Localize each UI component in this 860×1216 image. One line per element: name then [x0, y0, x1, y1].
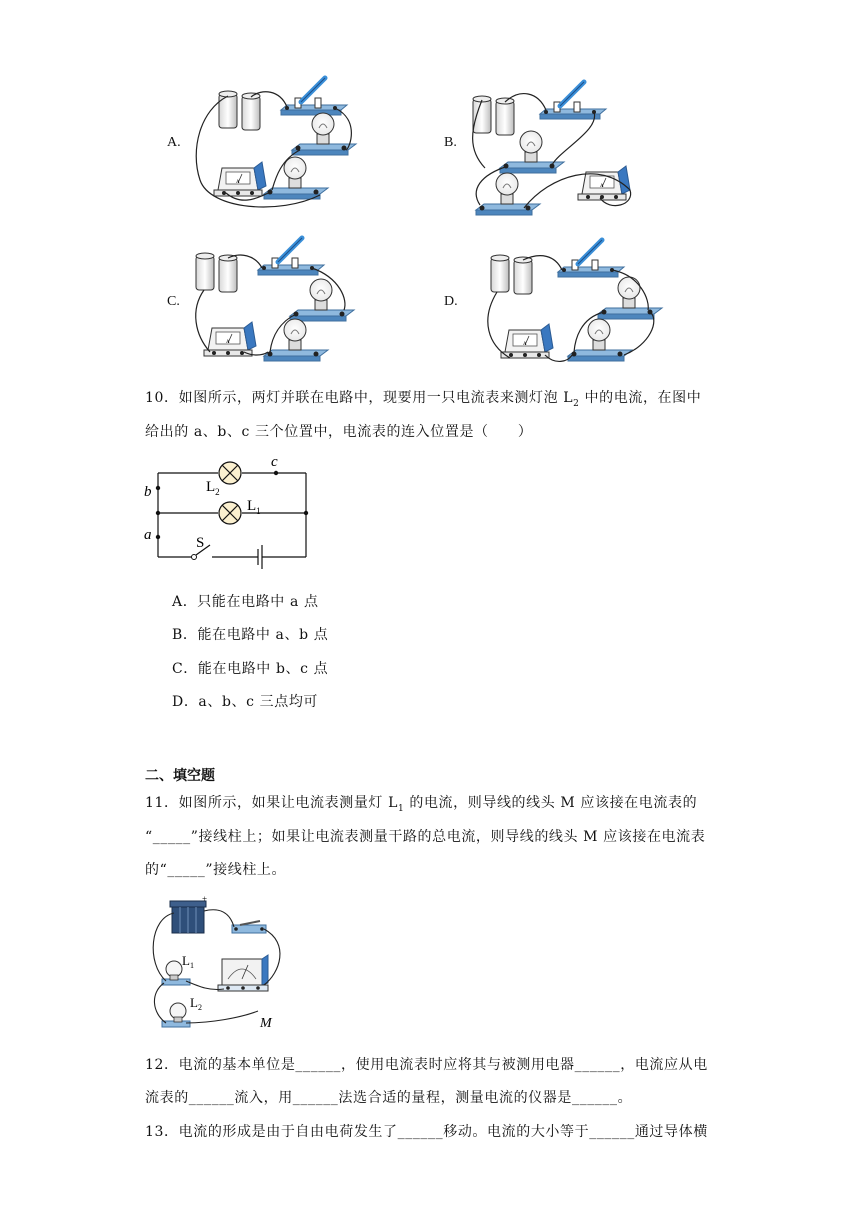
circuit-option-b — [473, 82, 631, 215]
label-l1: $L_1$ — [182, 953, 194, 970]
q12-line1: 12．电流的基本单位是______，使用电流表时应将其与被测用电器______，电流应从电 — [145, 1057, 708, 1073]
q11-circuit-picture — [140, 893, 290, 1038]
lamp-l1-symbol — [219, 502, 241, 524]
circuit-option-a — [196, 78, 356, 207]
point-a — [156, 535, 160, 539]
q11-line2: “_____”接线柱上；如果让电流表测量干路的总电流，则导线的线头 M 应该接在电流表 — [145, 829, 706, 845]
q13-line1: 13．电流的形成是由于自由电荷发生了______移动。电流的大小等于______通过导体横 — [145, 1124, 708, 1140]
point-c — [274, 471, 278, 475]
label-a: a — [144, 527, 152, 543]
q10-choice-b: B．能在电路中 a、b 点 — [172, 627, 329, 643]
circuit-option-c — [196, 238, 354, 361]
option-d-label: D. — [444, 294, 458, 309]
q10-stem-line2: 给出的 a、b、c 三个位置中，电流表的连入位置是（ ） — [145, 424, 533, 440]
ammeter — [218, 955, 268, 991]
q10-parallel-circuit-diagram — [140, 455, 320, 580]
q10-stem-line1: 10．如图所示，两灯并联在电路中，现要用一只电流表来测灯泡 $L_2$ 中的电流，在图中 — [145, 390, 702, 409]
q12-line2: 流表的______流入，用______法选合适的量程，测量电流的仪器是______。 — [145, 1090, 633, 1106]
label-c: c — [271, 455, 278, 470]
lamp-l2 — [162, 1003, 190, 1027]
label-m: M — [260, 1016, 272, 1031]
label-plus: + — [202, 894, 208, 904]
label-l2: $L_2$ — [190, 995, 202, 1012]
label-l1: $L_1$ — [247, 498, 261, 516]
battery-pack — [170, 894, 207, 933]
q10-choice-a: A．只能在电路中 a 点 — [172, 594, 319, 610]
circuit-option-d — [488, 240, 662, 361]
option-a-label: A. — [167, 135, 181, 150]
switch — [232, 921, 266, 933]
q11-line3: 的“_____”接线柱上。 — [145, 862, 287, 878]
section-title: 二、填空题 — [145, 768, 215, 784]
option-c-label: C. — [167, 294, 180, 309]
option-b-label: B. — [444, 135, 457, 150]
lamp-l2-symbol — [219, 462, 241, 484]
q10-choice-d: D．a、b、c 三点均可 — [172, 694, 319, 710]
label-b: b — [144, 484, 152, 500]
q9-circuit-pictures: A — [0, 0, 860, 380]
point-b — [156, 486, 160, 490]
q10-choice-c: C．能在电路中 b、c 点 — [172, 661, 329, 677]
q11-line1: 11．如图所示，如果让电流表测量灯 $L_1$ 的电流，则导线的线头 M 应该接在电流表的 — [145, 795, 698, 814]
label-l2: $L_2$ — [206, 479, 220, 497]
label-s: S — [196, 535, 205, 551]
